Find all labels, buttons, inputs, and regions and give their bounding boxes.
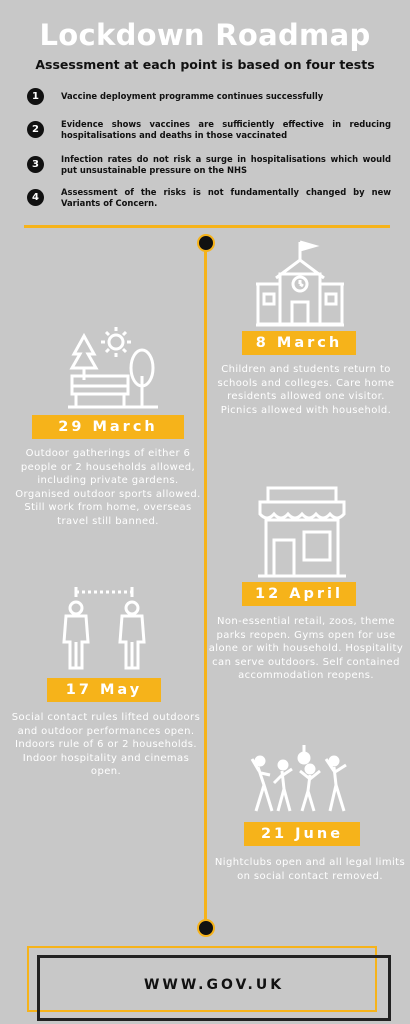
date-12-april: 12 April <box>242 582 356 606</box>
page-subtitle: Assessment at each point is based on four tests <box>35 57 375 72</box>
social-distance-icon <box>58 586 150 672</box>
test-text: Assessment of the risks is not fundamentally changed by new Variants of Concern. <box>61 187 391 208</box>
school-icon <box>256 240 344 328</box>
section-divider <box>24 225 390 228</box>
milestone-description: Outdoor gatherings of either 6 people or 2 households allowed, including private gardens. Organised outdoor sports allowed. Still work from home, overseas travel still banned. <box>15 448 201 527</box>
date-8-march: 8 March <box>242 331 356 355</box>
timeline-start-dot <box>197 234 215 252</box>
footer-link[interactable]: WWW.GOV.UK <box>143 977 285 993</box>
date-29-march: 29 March <box>32 415 184 439</box>
party-icon <box>250 745 354 815</box>
milestone-description: Non-essential retail, zoos, theme parks reopen. Gyms open for use alone or with household. Hospitality can serve outdoors. Self contained accommodation reopens. <box>208 616 404 682</box>
milestone-description: Nightclubs open and all legal limits on social contact removed. <box>214 857 406 882</box>
shop-icon <box>258 486 346 578</box>
test-number: 2 <box>27 121 44 138</box>
timeline-end-dot <box>197 919 215 937</box>
test-number: 4 <box>27 189 44 206</box>
milestone-description: Social contact rules lifted outdoors and outdoor performances open. Indoors rule of 6 or 2 households. Indoor hospitality and cinemas open. <box>11 712 201 778</box>
milestone-description: Children and students return to schools and colleges. Care home residents allowed one visitor. Picnics allowed with household. <box>217 364 395 416</box>
test-text: Infection rates do not risk a surge in hospitalisations which would put unsustainable pressure on the NHS <box>61 154 391 175</box>
test-number: 3 <box>27 156 44 173</box>
page-title: Lockdown Roadmap <box>39 18 371 52</box>
timeline-line <box>204 242 207 929</box>
test-text: Vaccine deployment programme continues successfully <box>61 91 324 101</box>
test-text: Evidence shows vaccines are sufficiently effective in reducing hospitalisations and deaths in those vaccinated <box>61 119 391 140</box>
test-number: 1 <box>27 88 44 105</box>
date-21-june: 21 June <box>244 822 360 846</box>
park-icon <box>68 322 158 410</box>
date-17-may: 17 May <box>47 678 161 702</box>
